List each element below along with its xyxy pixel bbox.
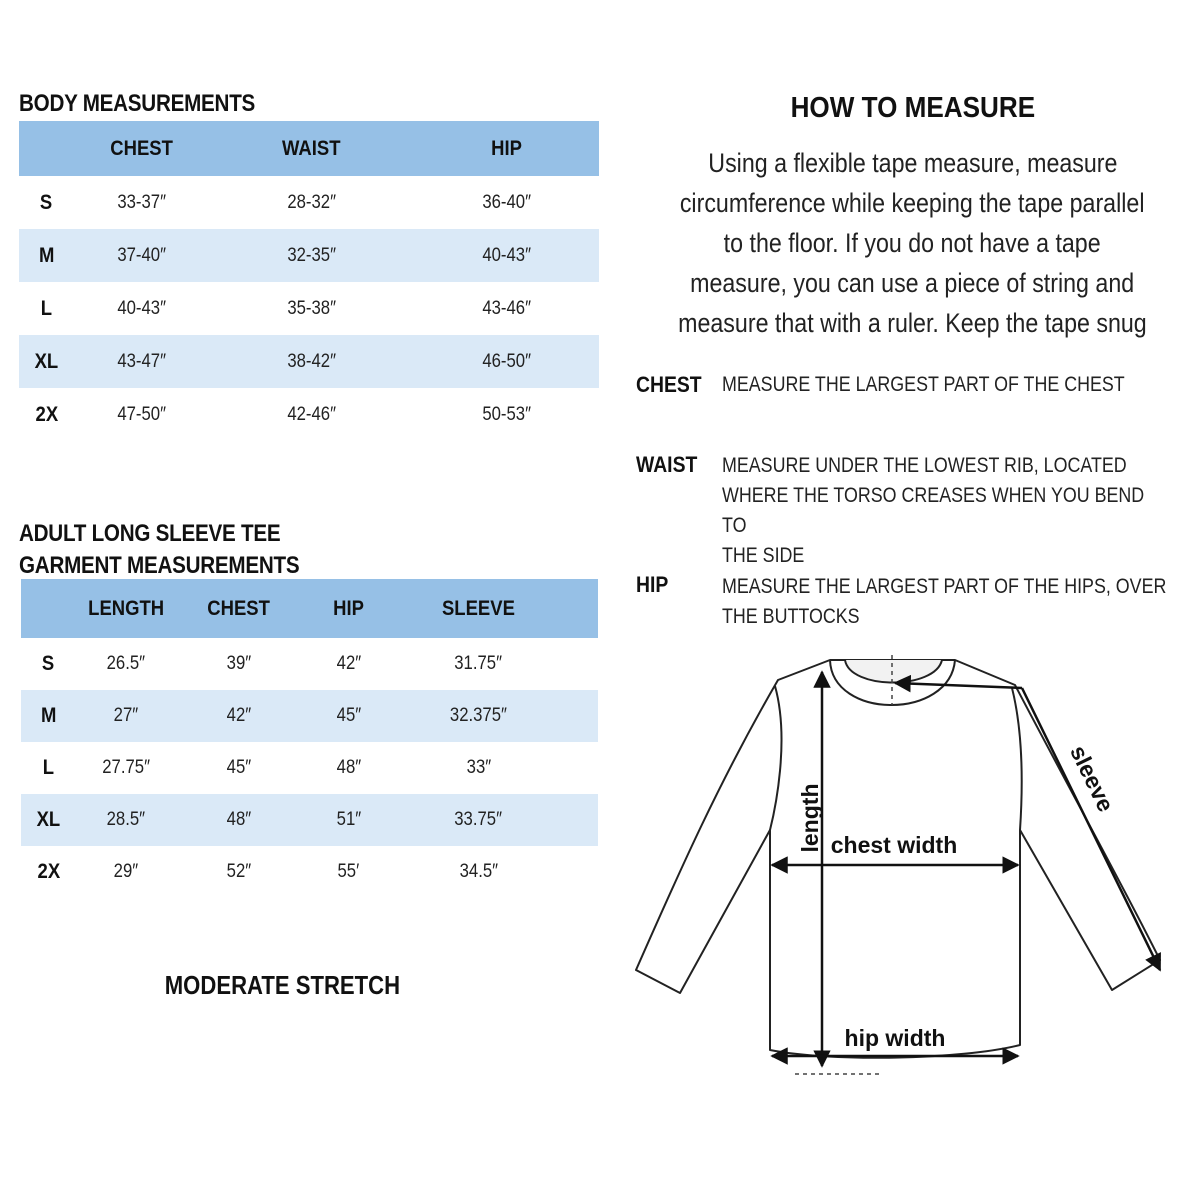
instruction-line: measure that with a ruler. Keep the tape snug	[678, 308, 1147, 338]
chest-value: 37-40″	[74, 229, 209, 282]
table-row	[19, 388, 599, 441]
header-sleeve: SLEEVE	[396, 579, 561, 638]
waist-value: 38-42″	[209, 335, 414, 388]
sleeve-value: 34.5″	[459, 861, 498, 882]
hip-term: HIP	[636, 572, 669, 597]
header-hip: HIP	[414, 121, 599, 176]
size-label: M	[19, 229, 74, 282]
length-value: 27.75″	[102, 757, 150, 778]
waist-value: 42-46″	[287, 403, 336, 425]
table-row	[19, 229, 599, 282]
hip-value: 43-46″	[482, 297, 531, 319]
table-row	[21, 846, 598, 898]
sleeve-label: sleeve	[1065, 741, 1120, 816]
length-label: length	[797, 783, 823, 853]
chest-value: 33-37″	[117, 191, 166, 213]
hip-value: 42″	[336, 653, 361, 674]
size-label: XL	[19, 335, 74, 388]
size-label: S	[40, 190, 53, 214]
chest-description: MEASURE THE LARGEST PART OF THE CHEST	[722, 373, 1125, 396]
hip-value: 50-53″	[482, 403, 531, 425]
sleeve-value: 32.375″	[396, 690, 561, 742]
header-size	[19, 121, 74, 176]
instruction-line: Using a flexible tape measure, measure	[707, 148, 1118, 178]
garment-title-line2: GARMENT MEASUREMENTS	[19, 552, 300, 579]
hip-width-label: hip width	[844, 1025, 946, 1051]
garment-title-line1: ADULT LONG SLEEVE TEE	[19, 520, 281, 547]
tee-outline	[636, 660, 1160, 1058]
table-header-row	[21, 579, 598, 638]
size-label: S	[42, 652, 55, 675]
spacer-cell	[561, 794, 598, 846]
table-row	[21, 742, 598, 794]
tee-measurement-diagram	[630, 655, 1170, 1075]
spacer-cell	[561, 742, 598, 794]
length-value: 27″	[76, 690, 176, 742]
hip-value: 40-43″	[414, 229, 599, 282]
length-value: 26.5″	[106, 653, 146, 674]
instruction-line: circumference while keeping the tape parallel	[680, 188, 1145, 218]
hip-value: 51″	[301, 794, 396, 846]
size-label: M	[21, 690, 76, 742]
body-measurements-table	[19, 121, 599, 441]
table-row	[19, 335, 599, 388]
header-spacer	[561, 579, 598, 638]
sleeve-value: 33″	[466, 757, 491, 778]
table-row	[21, 794, 598, 846]
header-length: LENGTH	[76, 579, 176, 638]
size-label: 2X	[35, 402, 58, 426]
waist-value: 32-35″	[209, 229, 414, 282]
chest-value: 43-47″	[74, 335, 209, 388]
size-label: 2X	[37, 860, 60, 883]
header-chest: CHEST	[176, 579, 301, 638]
length-value: 29″	[113, 861, 139, 882]
chest-value: 52″	[226, 861, 251, 882]
hip-value: 48″	[336, 757, 361, 778]
chest-width-label: chest width	[830, 832, 958, 858]
waist-term: WAIST	[636, 452, 698, 477]
header-waist: WAIST	[209, 121, 414, 176]
sleeve-value: 33.75″	[396, 794, 561, 846]
hip-value: 45″	[301, 690, 396, 742]
stretch-note: MODERATE STRETCH	[164, 970, 401, 1000]
chest-value: 47-50″	[117, 403, 166, 425]
waist-description: MEASURE UNDER THE LOWEST RIB, LOCATED WHERE THE TORSO CREASES WHEN YOU BEND TO THE SIDE	[722, 454, 1145, 567]
how-to-measure-title: HOW TO MEASURE	[790, 92, 1035, 124]
spacer-cell	[561, 638, 598, 690]
hip-value: 36-40″	[482, 191, 531, 213]
chest-value: 42″	[176, 690, 301, 742]
table-row	[19, 282, 599, 335]
table-row	[21, 638, 598, 690]
table-header-row	[19, 121, 599, 176]
size-label: XL	[21, 794, 76, 846]
waist-value: 28-32″	[287, 191, 336, 213]
size-label: L	[42, 756, 55, 779]
size-label: L	[40, 296, 53, 320]
instruction-line: measure, you can use a piece of string and	[690, 268, 1135, 298]
table-row	[19, 176, 599, 229]
table-row	[21, 690, 598, 742]
instruction-line: to the floor. If you do not have a tape	[724, 228, 1101, 258]
chest-value: 39″	[226, 653, 251, 674]
how-to-measure-instructions	[620, 143, 1200, 343]
chest-value: 45″	[226, 757, 251, 778]
header-chest: CHEST	[74, 121, 209, 176]
hip-description: MEASURE THE LARGEST PART OF THE HIPS, OVER THE BUTTOCKS	[722, 575, 1167, 628]
header-hip: HIP	[301, 579, 396, 638]
length-value: 28.5″	[76, 794, 176, 846]
chest-term: CHEST	[636, 372, 702, 397]
sleeve-value: 31.75″	[454, 653, 503, 674]
hip-value: 46-50″	[414, 335, 599, 388]
header-size	[21, 579, 76, 638]
waist-value: 35-38″	[287, 297, 336, 319]
chest-value: 48″	[176, 794, 301, 846]
chest-value: 40-43″	[117, 297, 166, 319]
spacer-cell	[561, 846, 598, 898]
hip-value: 55′	[337, 861, 360, 882]
spacer-cell	[561, 690, 598, 742]
garment-measurements-table	[21, 579, 598, 898]
body-measurements-title: BODY MEASUREMENTS	[19, 90, 256, 117]
